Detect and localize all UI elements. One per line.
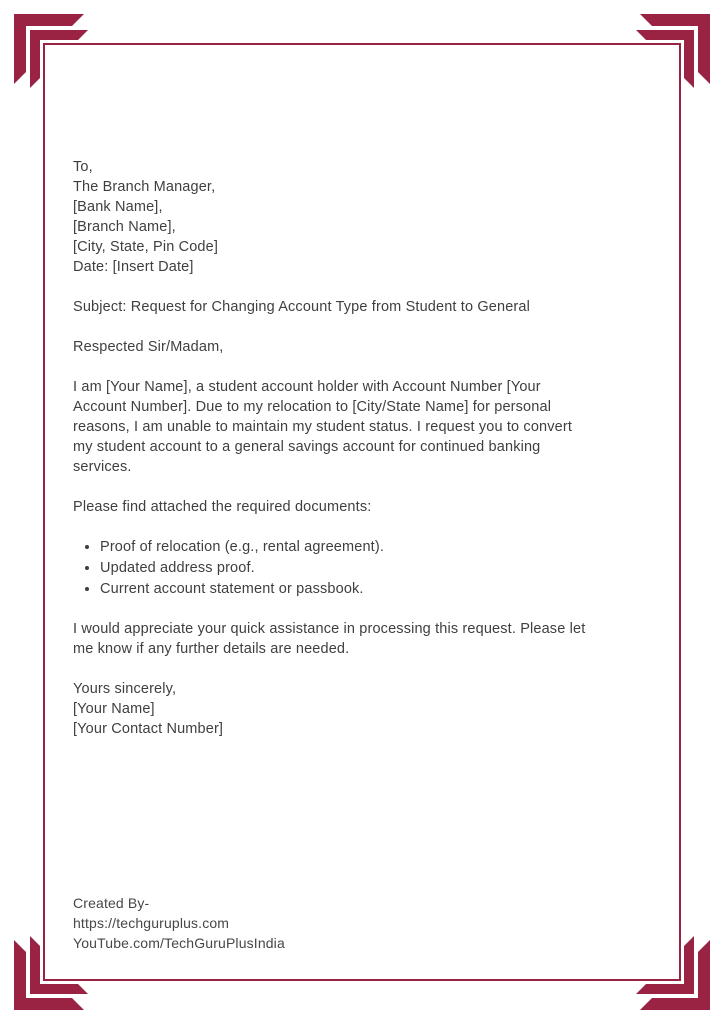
- recipient-address-block: [73, 157, 645, 277]
- body-line: reasons, I am unable to maintain my student status. I request you to convert: [73, 419, 573, 435]
- corner-ornament-top-right-icon: [624, 0, 724, 100]
- subject-block: [73, 297, 645, 317]
- credit-footer: [73, 893, 285, 953]
- attachment-item: • Updated address proof.: [100, 558, 645, 579]
- body-line: I am [Your Name], a student account holder with Account Number [Your: [73, 379, 541, 395]
- subject-line: Subject: Request for Changing Account Type from Student to General: [73, 299, 530, 315]
- closing-line: me know if any further details are needed.: [73, 641, 350, 658]
- body-line: my student account to a general savings account for continued banking: [73, 439, 541, 455]
- corner-ornament-bottom-right-icon: [624, 924, 724, 1024]
- letter-content: [73, 157, 645, 759]
- recipient-line: [Bank Name],: [73, 199, 163, 215]
- attachments-intro: Please find attached the required documents:: [73, 499, 372, 515]
- credit-label: Created By-: [73, 895, 150, 911]
- closing-line: I would appreciate your quick assistance in processing this request. Please let: [73, 621, 586, 638]
- recipient-line: [Branch Name],: [73, 219, 176, 235]
- attachments-intro-block: [73, 497, 645, 517]
- closing-paragraph: [73, 619, 645, 659]
- body-paragraph: [73, 377, 645, 477]
- date-line: Date: [Insert Date]: [73, 259, 194, 275]
- attachment-item: • Current account statement or passbook.: [100, 579, 645, 600]
- recipient-line: To,: [73, 159, 93, 175]
- salutation: Respected Sir/Madam,: [73, 339, 224, 355]
- corner-ornament-top-left-icon: [0, 0, 100, 100]
- recipient-line: [City, State, Pin Code]: [73, 239, 219, 255]
- body-line: services.: [73, 459, 132, 475]
- attachment-item: • Proof of relocation (e.g., rental agreement).: [100, 537, 645, 558]
- body-line: Account Number]. Due to my relocation to [City/State Name] for personal: [73, 399, 552, 415]
- signoff-line: [Your Name]: [73, 701, 155, 718]
- signoff-line: Yours sincerely,: [73, 681, 177, 698]
- salutation-block: [73, 337, 645, 357]
- signoff-block: [73, 679, 645, 739]
- credit-website: https://techguruplus.com: [73, 915, 230, 931]
- credit-youtube: YouTube.com/TechGuruPlusIndia: [73, 935, 285, 951]
- recipient-line: The Branch Manager,: [73, 179, 216, 195]
- signoff-line: [Your Contact Number]: [73, 721, 224, 738]
- attachments-list: [73, 537, 645, 599]
